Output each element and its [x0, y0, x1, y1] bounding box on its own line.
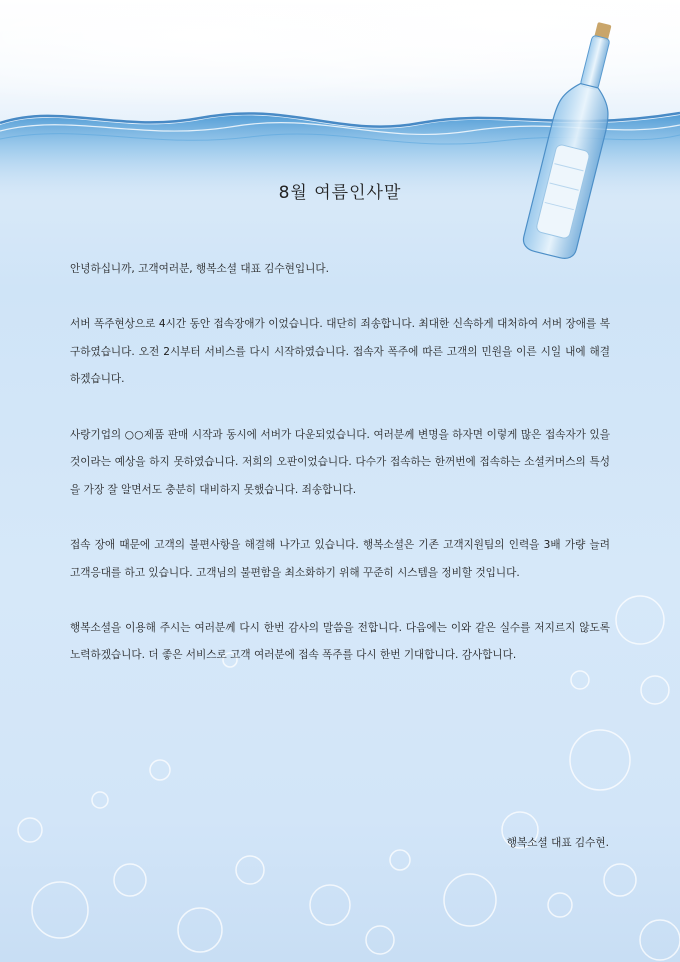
closing-paragraph: 행복소셜을 이용해 주시는 여러분께 다시 한번 감사의 말씀을 전합니다. 다음에는 이와 같은 실수를 저지르지 않도록 노력하겠습니다. 더 좋은 서비스로 고객 여러분에 접속 폭주를 다시 한번 기대합니다. 감사합니다. — [70, 621, 610, 662]
message-bottle-illustration — [520, 18, 630, 268]
cause-paragraph: 사랑기업의 ○○제품 판매 시작과 동시에 서버가 다운되었습니다. 여러분께 변명을 하자면 이렇게 많은 접속자가 있을 것이라는 예상을 하지 못하였습니다. 저희의 오판이었습니다. 다수가 접속하는 한꺼번에 접속하는 소셜커머스의 특성을 가장 잘 알면서도 충분히 대비하지 못했습니다. 죄송합니다. — [70, 428, 610, 496]
signature: 행복소셜 대표 김수현. — [506, 837, 609, 849]
apology-paragraph: 서버 폭주현상으로 4시간 동안 접속장애가 이었습니다. 대단히 죄송합니다. 최대한 신속하게 대처하여 서버 장애를 복구하였습니다. 오전 2시부터 서비스를 다시 시작하였습니다. 접속자 폭주에 따른 고객의 민원을 이른 시일 내에 해결하겠습니다. — [70, 318, 610, 386]
letter-title: 8월 여름인사말 — [278, 183, 402, 203]
letter-body — [70, 256, 610, 698]
greeting-paragraph: 안녕하십니까, 고객여러분, 행복소셜 대표 김수현입니다. — [70, 263, 329, 275]
remedy-paragraph: 접속 장애 때문에 고객의 불편사항을 해결해 나가고 있습니다. 행복소셜은 기존 고객지원팀의 인력을 3배 가량 늘려 고객응대를 하고 있습니다. 고객님의 불편함을 최소화하기 위해 꾸준히 시스템을 정비할 것입니다. — [70, 538, 610, 579]
